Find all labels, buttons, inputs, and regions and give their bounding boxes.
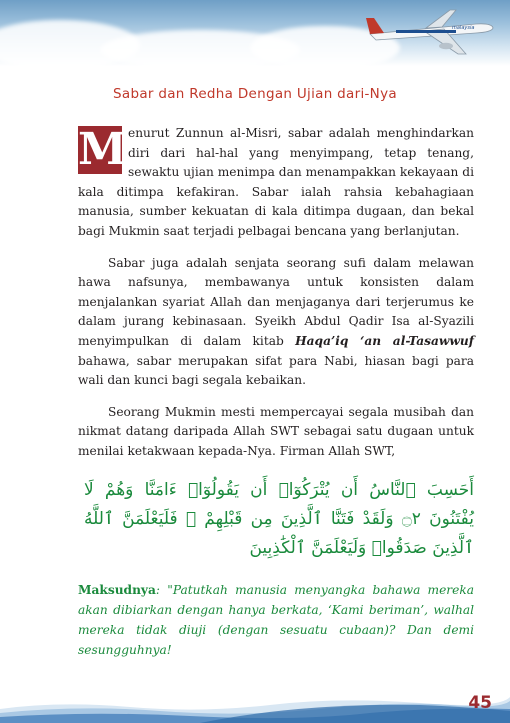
book-title: Haqa’iq ‘an al-Tasawwuf (295, 333, 475, 348)
article-body (78, 124, 474, 462)
verse-translation (78, 580, 474, 660)
page-title: Sabar dan Redha Dengan Ujian dari-Nya (113, 86, 397, 102)
airline-livery-text: malaysia (452, 25, 475, 31)
page-number: 45 (468, 693, 492, 713)
header-banner (0, 0, 510, 66)
paragraph-2-text-after: bahawa, sabar merupakan sifat para Nabi, hiasan bagi para wali dan kunci bagi segala kebaikan. (78, 353, 474, 388)
paragraph-2-text-before: Sabar juga adalah senjata seorang sufi dalam melawan hawa nafsunya, membawanya untuk konsisten dalam menjalankan syariat Allah dan menjaganya dari terjerumus ke dalam jurang kebinasaan. Syeikh Abdul Qadir Isa al-Syazili menyimpulkan di dalam kitab (78, 255, 474, 348)
drop-cap: M (78, 124, 127, 175)
footer-waves (0, 683, 510, 723)
paragraph-2 (78, 254, 474, 391)
paragraph-3: Seorang Mukmin mesti mempercayai segala musibah dan nikmat datang daripada Allah SWT sebagai satu dugaan untuk menilai ketakwaan kepada-Nya. Firman Allah SWT, (78, 404, 474, 458)
airplane-illustration (366, 4, 496, 60)
paragraph-1 (78, 124, 474, 242)
translation-text: : "Patutkah manusia menyangka bahawa mereka akan dibiarkan dengan hanya berkata, ‘Kami beriman’, walhal mereka tidak diuji (dengan sesuatu cubaan)? Dan demi sesungguhnya! (78, 583, 474, 657)
translation-label: Maksudnya (78, 583, 156, 597)
paragraph-1-text: enurut Zunnun al-Misri, sabar adalah menghindarkan diri dari hal-hal yang menyimpang, tetap tenang, sewaktu ujian menimpa dan menampakkan kekayaan di kala ditimpa kefakiran. Sabar ialah rahsia kebahagiaan manusia, sumber kekuatan di kala ditimpa dugaan, dan bekal bagi Mukmin saat terjadi pelbagai bencana yang berlanjutan. (78, 126, 474, 238)
quran-verse: أَحَسِبَ ٱلنَّاسُ أَن يُتْرَكُوٓا۟ أَن يَقُولُوٓا۟ ءَامَنَّا وَهُمْ لَا يُفْتَنُونَ ۝٢ وَلَقَدْ فَتَنَّا ٱلَّذِينَ مِن قَبْلِهِمْ ۖ فَلَيَعْلَمَنَّ ٱللَّهُ ٱلَّذِينَ صَدَقُوا۟ وَلَيَعْلَمَنَّ ٱلْكَٰذِبِينَ (84, 480, 475, 558)
